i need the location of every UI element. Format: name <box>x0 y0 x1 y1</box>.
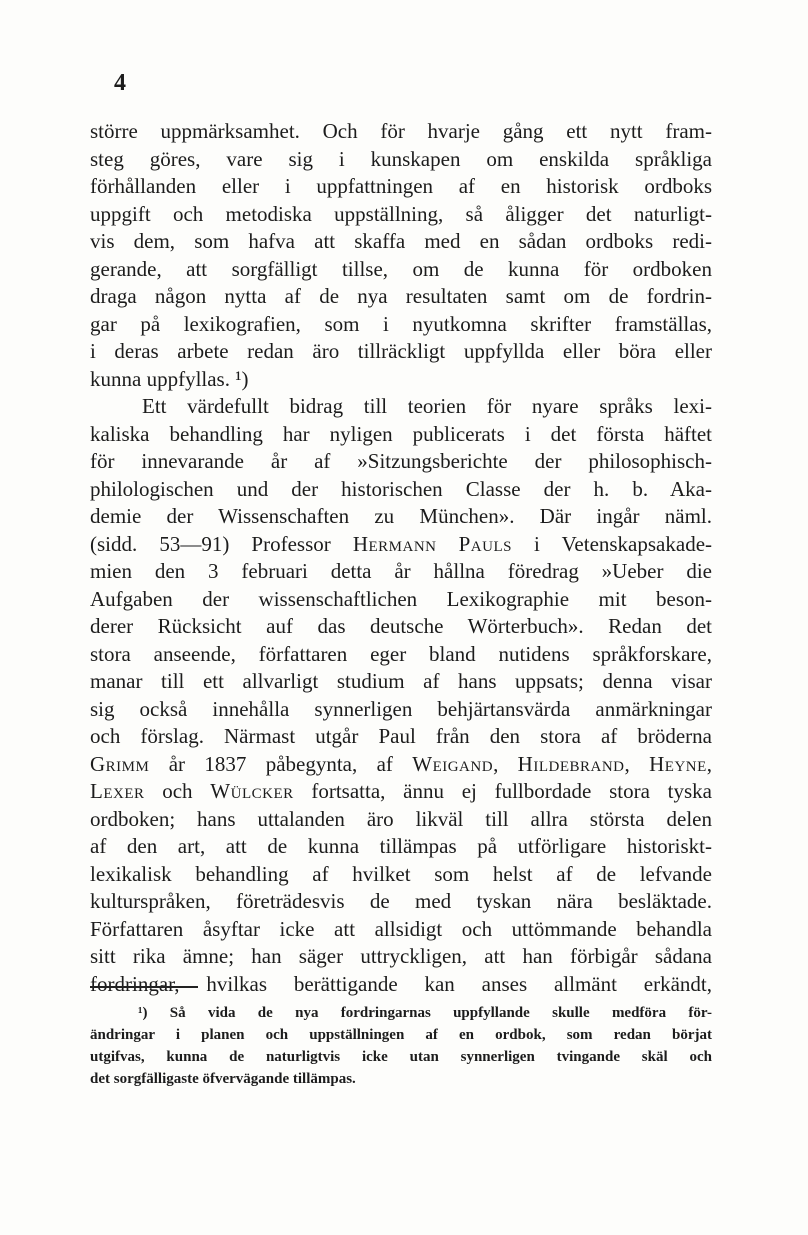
text-line: manar till ett allvarligt studium af hans uppsats; denna visar <box>90 669 712 693</box>
text-fragment: (sidd. 53—91) Professor <box>90 531 353 556</box>
person-name: Weigand <box>412 751 494 776</box>
body-text <box>90 118 712 998</box>
text-line: philologischen und der historischen Classe der h. b. Aka- <box>90 476 712 501</box>
text-line: kaliska behandling har nyligen publicerats i det första häftet <box>90 421 712 446</box>
person-name: Lexer <box>90 779 145 803</box>
text-line: draga någon nytta af de nya resultaten samt om de fordrin- <box>90 284 712 308</box>
text-line: stora anseende, författaren eger bland nutidens språkforskare, <box>90 641 712 666</box>
text-fragment: , <box>624 751 650 776</box>
text-line: demie der Wissenschaften zu München». Där ingår näml. <box>90 504 712 528</box>
text-line: ordboken; hans uttalanden äro likväl till allra största delen <box>90 806 712 831</box>
person-name: Pauls <box>458 531 512 556</box>
text-fragment: och <box>144 779 211 803</box>
text-fragment: , <box>706 751 713 776</box>
text-line: sig också innehålla synnerligen behjärtansvärda anmärkningar <box>90 696 712 721</box>
person-name: Hermann <box>352 531 437 556</box>
footnote-divider <box>90 986 198 988</box>
text-line: mien den 3 februari detta år hållna föredrag »Ueber die <box>90 559 712 583</box>
person-name: Hildebrand <box>517 751 625 776</box>
text-line <box>90 531 712 559</box>
text-line: steg göres, vare sig i kunskapen om enskilda språkliga <box>90 146 712 171</box>
text-line: fordringar, hvilkas berättigande kan anses allmänt erkändt, <box>90 971 712 996</box>
text-line: förhållanden eller i uppfattningen af en historisk ordboks <box>90 174 712 198</box>
text-line: större uppmärksamhet. Och för hvarje gång ett nytt fram- <box>90 119 712 143</box>
text-line: vis dem, som hafva att skaffa med en sådan ordboks redi- <box>90 229 712 253</box>
text-line: för innevarande år af »Sitzungsberichte der philosophisch- <box>90 449 712 473</box>
text-line: kulturspråken, företrädesvis de med tyskan nära besläktade. <box>90 889 712 913</box>
text-fragment: i Vetenskapsakade- <box>511 531 713 556</box>
text-line <box>90 751 712 779</box>
text-fragment: år 1837 påbegynta, af <box>149 751 413 776</box>
text-line: kunna uppfyllas. ¹) <box>90 366 249 391</box>
person-name: Heyne <box>649 751 707 776</box>
text-line: derer Rücksicht auf das deutsche Wörterbuch». Redan det <box>90 614 712 638</box>
text-line: sitt rika ämne; han säger uttryckligen, att han förbigår sådana <box>90 944 712 968</box>
text-fragment: fortsatta, ännu ej fullbordade stora tyska <box>293 779 712 803</box>
text-line <box>90 778 712 806</box>
footnote <box>90 1002 712 1090</box>
footnote-line: ¹) Så vida de nya fordringarnas uppfyllande skulle medföra för- <box>138 1005 712 1021</box>
text-fragment: , <box>493 751 518 776</box>
footnote-line: utgifvas, kunna de naturligtvis icke utan synnerligen tvingande skäl och <box>90 1049 712 1065</box>
text-line: uppgift och metodiska uppställning, så åligger det naturligt- <box>90 201 712 226</box>
text-line: i deras arbete redan äro tillräckligt uppfyllda eller böra eller <box>90 339 712 363</box>
footnote-line: ändringar i planen och uppställningen af en ordbok, som redan börjat <box>90 1027 712 1043</box>
footnote-line: det sorgfälligaste öfvervägande tillämpas. <box>90 1071 356 1087</box>
page-number: 4 <box>114 70 126 96</box>
person-name: Wülcker <box>210 779 294 803</box>
text-line: lexikalisk behandling af hvilket som helst af de lefvande <box>90 861 712 886</box>
text-line: Aufgaben der wissenschaftlichen Lexikographie mit beson- <box>90 586 712 611</box>
text-line: gerande, att sorgfälligt tillse, om de kunna för ordboken <box>90 256 712 281</box>
text-line: af den art, att de kunna tillämpas på utförligare historiskt- <box>90 834 712 858</box>
text-line: gar på lexikografien, som i nyutkomna skrifter framställas, <box>90 311 712 336</box>
text-line: Författaren åsyftar icke att allsidigt och uttömmande behandla <box>90 916 712 941</box>
text-line: och förslag. Närmast utgår Paul från den stora af bröderna <box>90 724 712 748</box>
text-line: Ett värdefullt bidrag till teorien för nyare språks lexi- <box>142 394 712 418</box>
person-name: Grimm <box>90 751 150 776</box>
